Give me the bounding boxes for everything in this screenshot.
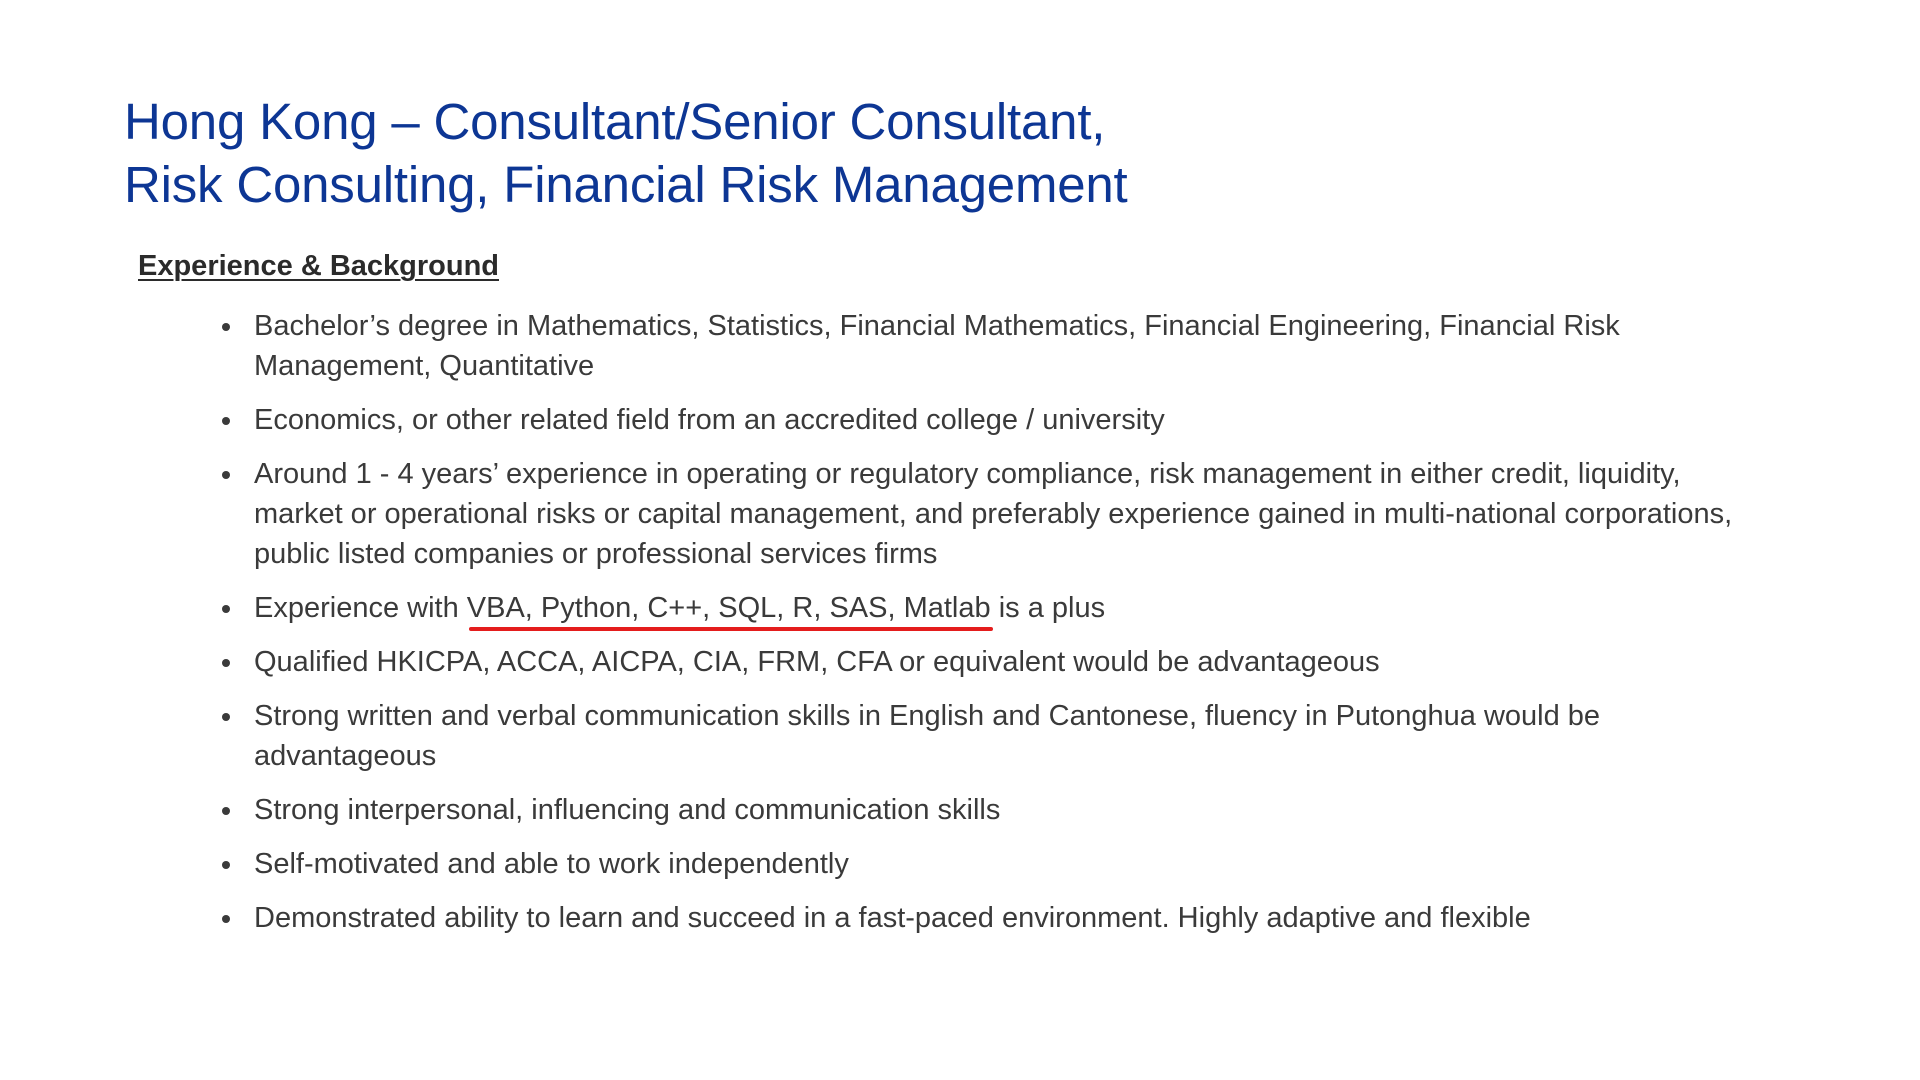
list-item-text: Bachelor’s degree in Mathematics, Statistics, Financial Mathematics, Financial Engineering, Financial Risk Management, Quantitative <box>254 310 1620 382</box>
bullet-icon <box>222 807 230 815</box>
list-item <box>214 306 1734 386</box>
bullet-icon <box>222 323 230 331</box>
red-underline-mark <box>469 627 993 631</box>
list-item <box>214 454 1734 574</box>
list-item-text: Qualified HKICPA, ACCA, AICPA, CIA, FRM, CFA or equivalent would be advantageous <box>254 646 1380 678</box>
highlighted-skills-text: VBA, Python, C++, SQL, R, SAS, Matlab <box>466 592 991 624</box>
bullet-icon <box>222 471 230 479</box>
list-item <box>214 898 1734 938</box>
list-item-text: Demonstrated ability to learn and succeed in a fast-paced environment. Highly adaptive and flexible <box>254 902 1531 934</box>
list-item <box>214 400 1734 440</box>
list-item-text: Economics, or other related field from an accredited college / university <box>254 404 1165 436</box>
bullet-icon <box>222 659 230 667</box>
highlighted-skills <box>467 588 991 628</box>
list-item-text: Self-motivated and able to work independently <box>254 848 849 880</box>
list-item <box>214 790 1734 830</box>
bullet-icon <box>222 417 230 425</box>
bullet-icon <box>222 915 230 923</box>
bullet-icon <box>222 861 230 869</box>
list-item <box>214 588 1734 628</box>
list-item-text: Strong written and verbal communication skills in English and Cantonese, fluency in Putonghua would be advantageous <box>254 700 1601 772</box>
list-item <box>214 642 1734 682</box>
list-item-suffix: is a plus <box>990 592 1106 624</box>
list-item <box>214 844 1734 884</box>
list-item-text: Around 1 - 4 years’ experience in operating or regulatory compliance, risk management in either credit, liquidity, market or operational risks or capital management, and preferably experience gained in multi-national corporations, public listed companies or professional services firms <box>254 458 1733 570</box>
list-item <box>214 696 1734 776</box>
list-item-prefix: Experience with <box>254 592 467 624</box>
bullet-icon <box>222 605 230 613</box>
requirements-list <box>214 306 1734 952</box>
list-item-text <box>254 592 1105 624</box>
section-heading: Experience & Background <box>138 250 499 282</box>
title-line-1: Hong Kong – Consultant/Senior Consultant, <box>124 93 1106 150</box>
title-line-2: Risk Consulting, Financial Risk Management <box>124 156 1128 213</box>
list-item-text: Strong interpersonal, influencing and communication skills <box>254 794 1001 826</box>
page-title <box>124 90 1128 216</box>
bullet-icon <box>222 713 230 721</box>
